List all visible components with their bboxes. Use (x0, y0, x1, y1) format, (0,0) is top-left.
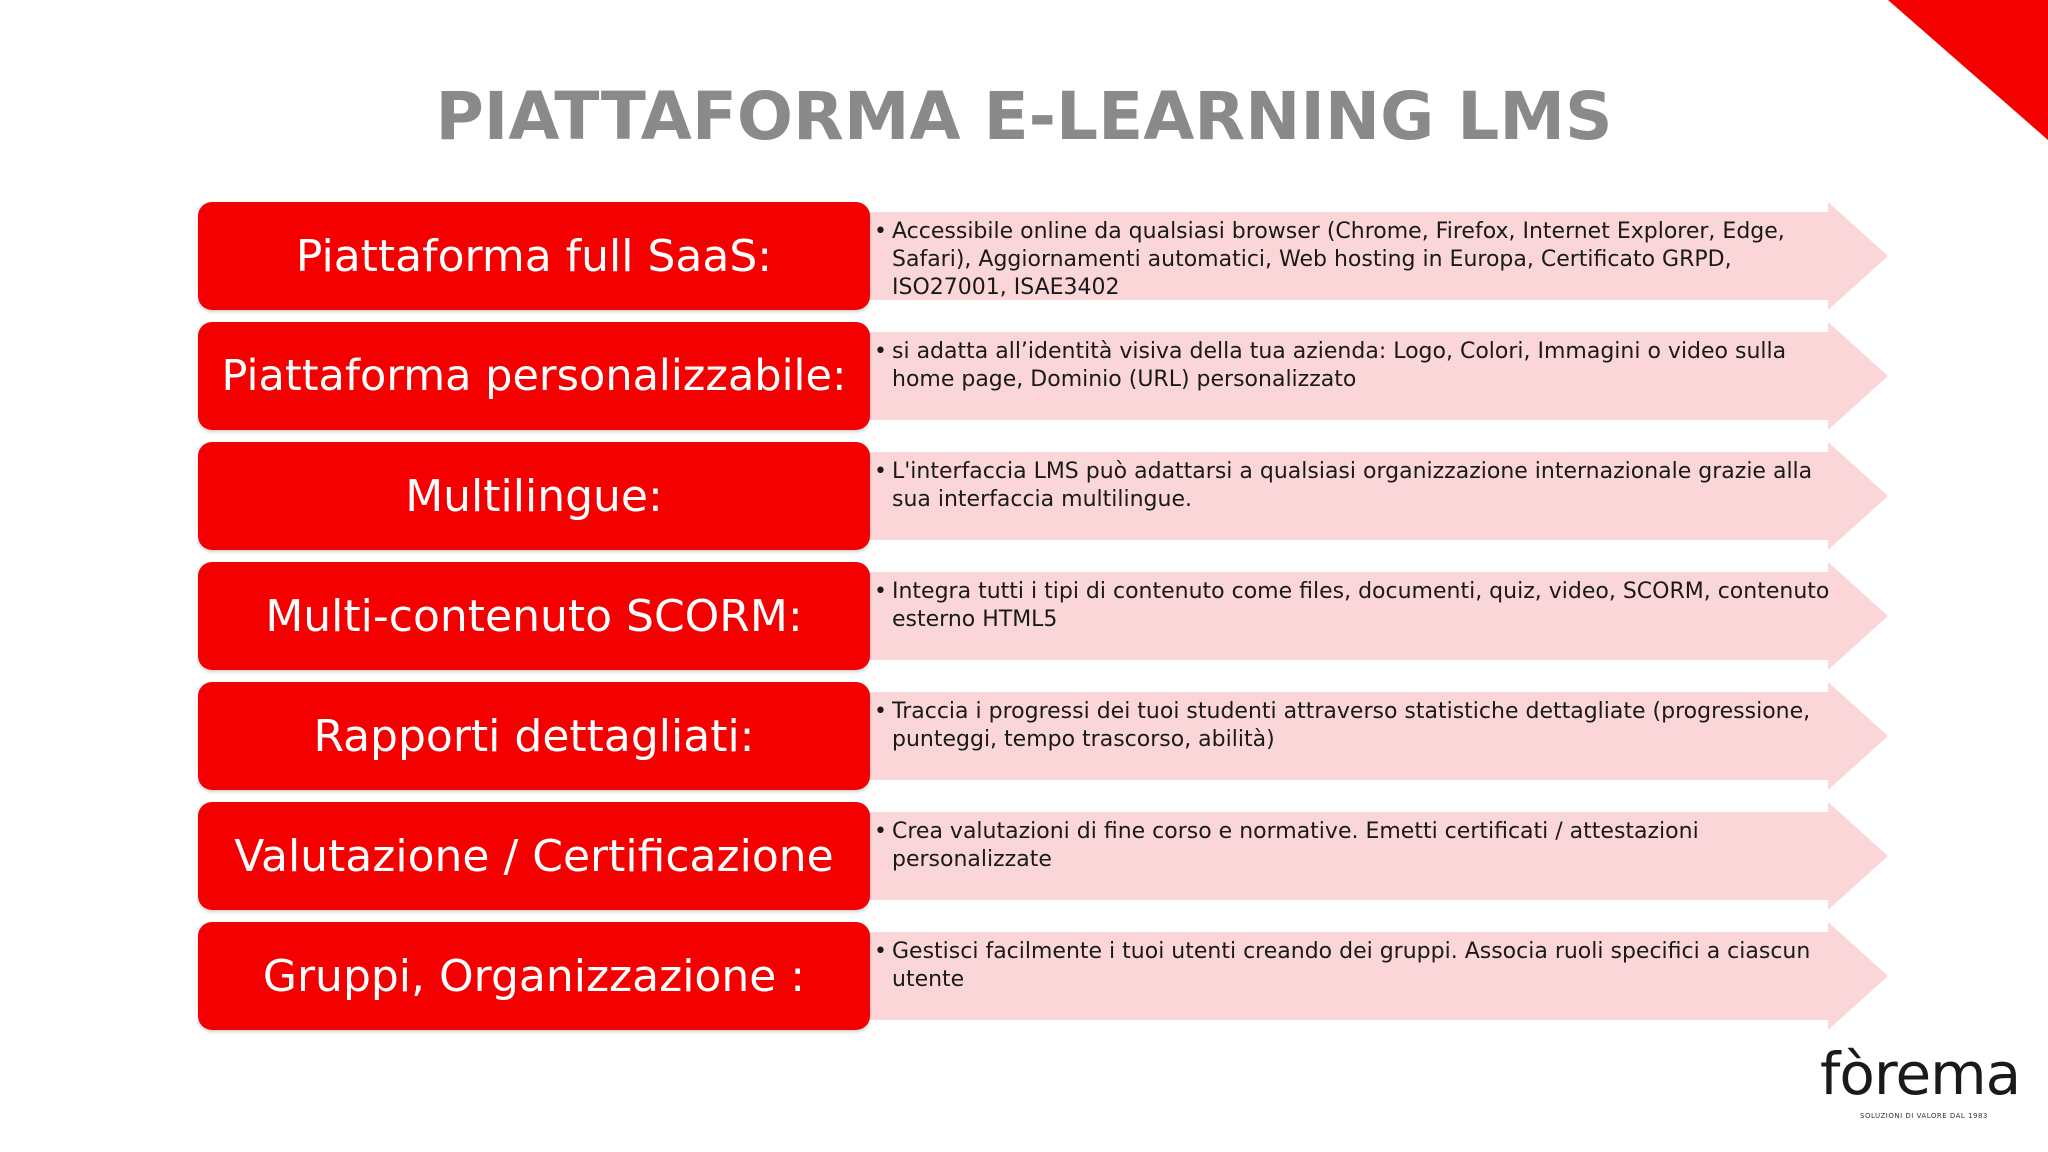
bullet: • (874, 699, 887, 724)
feature-label-box (198, 202, 870, 310)
feature-row-scorm (198, 562, 1890, 670)
feature-label-box (198, 322, 870, 430)
feature-description-text: L'interfaccia LMS può adattarsi a qualsiasi organizzazione internazionale grazie alla sua interfaccia multilingue. (892, 459, 1813, 512)
bullet: • (874, 339, 887, 364)
slide-title: PIATTAFORMA E-LEARNING LMS (435, 78, 1613, 155)
forema-logo (1820, 1040, 2020, 1120)
feature-description (874, 818, 1842, 874)
feature-label-box (198, 562, 870, 670)
logo-tagline: SOLUZIONI DI VALORE DAL 1983 (1860, 1112, 1988, 1120)
feature-description-text: Crea valutazioni di fine corso e normative. Emetti certificati / attestazioni personalizzate (892, 819, 1699, 872)
feature-description (874, 578, 1842, 634)
feature-description-text: Gestisci facilmente i tuoi utenti creando dei gruppi. Associa ruoli specifici a ciascun utente (892, 939, 1811, 992)
logo-wordmark: fòrema (1820, 1040, 2021, 1108)
feature-description-text: Traccia i progressi dei tuoi studenti attraverso statistiche dettagliate (progressione, punteggi, tempo trascorso, abilità) (892, 699, 1811, 752)
feature-row-saas (198, 202, 1890, 310)
feature-description (874, 458, 1842, 514)
feature-label-box (198, 922, 870, 1030)
feature-description (874, 698, 1842, 754)
bullet: • (874, 939, 887, 964)
feature-label: Multi-contenuto SCORM: (265, 590, 803, 642)
feature-label-box (198, 682, 870, 790)
feature-description-text: Accessibile online da qualsiasi browser (Chrome, Firefox, Internet Explorer, Edge, Safari), Aggiornamenti automatici, Web hosting in Europa, Certificato GRPD, ISO27001, ISAE3402 (892, 219, 1785, 300)
feature-label: Multilingue: (405, 470, 663, 522)
feature-row-multilingual (198, 442, 1890, 550)
feature-label: Piattaforma personalizzabile: (221, 351, 847, 401)
feature-label: Gruppi, Organizzazione : (262, 950, 806, 1002)
bullet: • (874, 819, 887, 844)
feature-label: Piattaforma full SaaS: (295, 230, 773, 282)
feature-label: Rapporti dettagliati: (313, 710, 755, 762)
feature-row-customizable (198, 322, 1890, 430)
bullet: • (874, 459, 887, 484)
feature-description-text: si adatta all’identità visiva della tua azienda: Logo, Colori, Immagini o video sulla home page, Dominio (URL) personalizzato (892, 339, 1787, 392)
feature-row-groups (198, 922, 1890, 1030)
bullet: • (874, 219, 887, 244)
bullet: • (874, 579, 887, 604)
feature-label-box (198, 802, 870, 910)
feature-description (874, 338, 1842, 394)
feature-description-text: Integra tutti i tipi di contenuto come files, documenti, quiz, video, SCORM, contenuto esterno HTML5 (892, 579, 1830, 632)
feature-label: Valutazione / Certificazione (234, 830, 834, 882)
feature-row-assessment (198, 802, 1890, 910)
feature-description (874, 218, 1842, 302)
feature-row-reports (198, 682, 1890, 790)
feature-label-box (198, 442, 870, 550)
feature-description (874, 938, 1842, 994)
